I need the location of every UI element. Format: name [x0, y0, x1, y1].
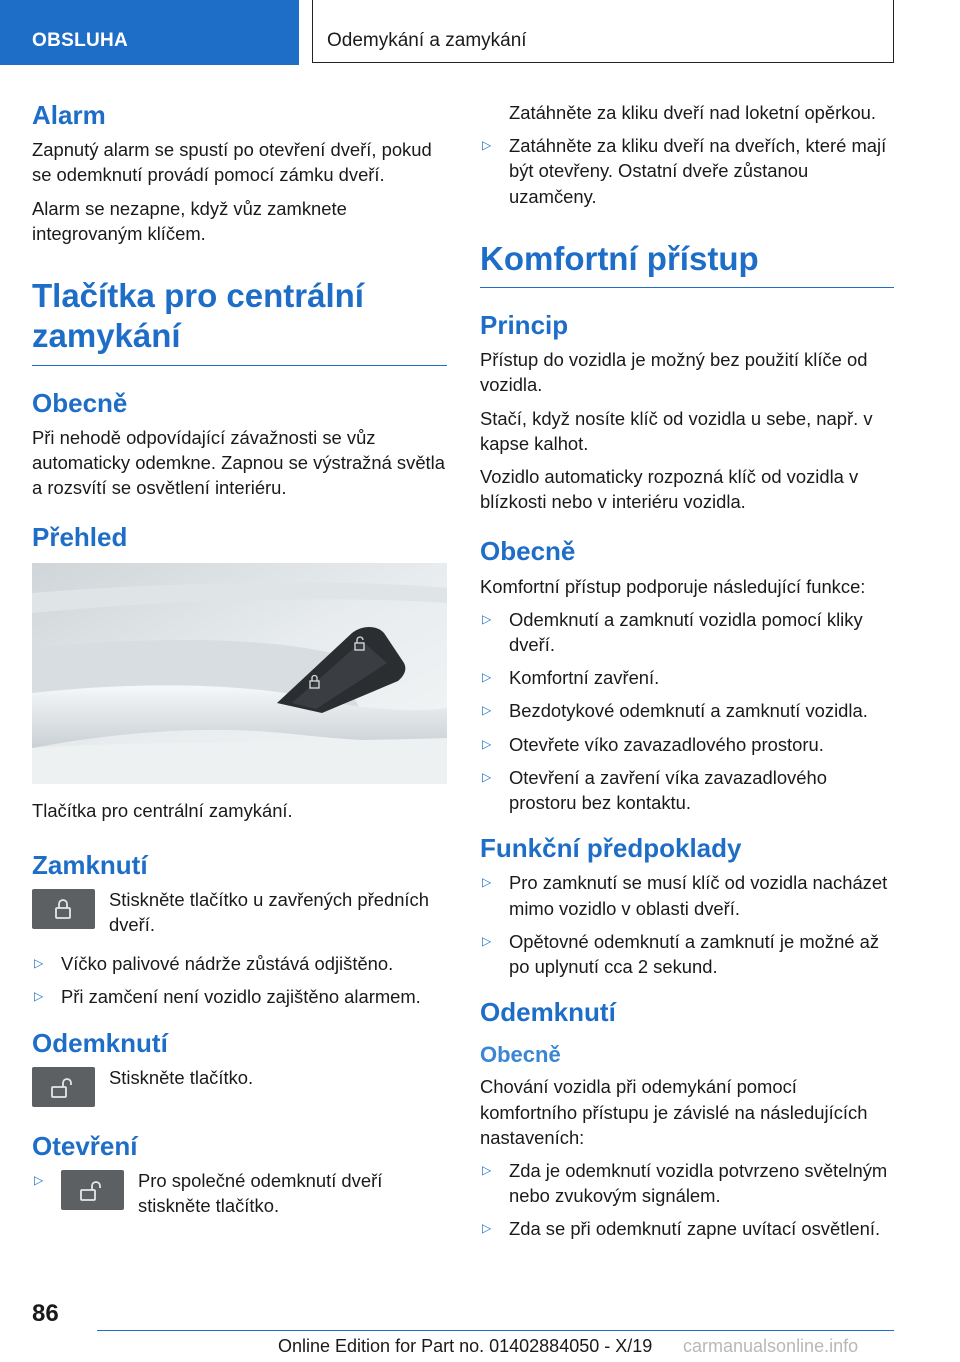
- central-locking-heading: Tlačítka pro centrální zamykání: [32, 276, 447, 366]
- lock-heading: Zamknutí: [32, 849, 148, 880]
- general-heading-right: Obecně: [480, 536, 576, 567]
- general-heading: Obecně: [32, 387, 128, 418]
- general-paragraph: Při nehodě odpovídající závažnosti se vůz automaticky odemkne. Zapnou se výstražná světla a rozsvítí se osvětlení interiéru.: [32, 426, 445, 499]
- list-item: ▷ Zda se při odemknutí zapne uvítací osvětlení.: [480, 1216, 894, 1241]
- unlock-settings-list: [480, 1158, 894, 1242]
- lock-list: [32, 951, 447, 1009]
- footer-divider: [97, 1330, 894, 1331]
- unlock-subheading: Obecně: [480, 1042, 561, 1068]
- list-item: ▷ Odemknutí a zamknutí vozidla pomocí kliky dveří.: [480, 607, 894, 657]
- open-instruction: [32, 1168, 447, 1218]
- lock-instruction: [32, 887, 447, 937]
- continued-text: Zatáhněte za kliku dveří nad loketní opěrkou.: [509, 102, 877, 123]
- unlock-button-icon: [61, 1170, 124, 1210]
- unlock-paragraph-right: Chování vozidla při odemykání pomocí komfortního přístupu je závislé na následujících nastaveních:: [480, 1076, 868, 1148]
- overview-heading: Přehled: [32, 522, 128, 553]
- lock-button-icon: [32, 889, 95, 929]
- unlock-instruction: [32, 1065, 447, 1107]
- list-item: ▷ Pro zamknutí se musí klíč od vozidla nacházet mimo vozidlo v oblasti dveří.: [480, 870, 894, 920]
- chapter-title: Odemykání a zamykání: [327, 30, 527, 51]
- general-paragraph-right: Komfortní přístup podporuje následující funkce:: [480, 575, 866, 597]
- principle-heading: Princip: [480, 310, 569, 341]
- unlock-paragraph: Stiskněte tlačítko.: [109, 1066, 254, 1088]
- principle-paragraph-3: Vozidlo automaticky rozpozná klíč od vozidla v blízkosti nebo v interiéru vozidla.: [480, 466, 859, 513]
- section-tab: [0, 0, 299, 65]
- requirements-list: [480, 870, 894, 979]
- open-paragraph: Pro společné odemknutí dveří stiskněte tlačítko.: [138, 1170, 383, 1217]
- features-list: [480, 607, 894, 815]
- list-item: ▷ Víčko palivové nádrže zůstává odjištěno.: [32, 951, 447, 976]
- principle-paragraph-2: Stačí, když nosíte klíč od vozidla u sebe, např. v kapse kalhot.: [480, 407, 873, 454]
- principle-paragraph-1: Přístup do vozidla je možný bez použití klíče od vozidla.: [480, 349, 868, 396]
- comfort-access-heading: Komfortní přístup: [480, 239, 894, 288]
- section-title: OBSLUHA: [32, 30, 129, 51]
- list-item: ▷ Bezdotykové odemknutí a zamknutí vozidla.: [480, 698, 894, 723]
- list-item: ▷ Otevření a zavření víka zavazadlového prostoru bez kontaktu.: [480, 765, 894, 815]
- open-heading: Otevření: [32, 1130, 138, 1161]
- page-number: 86: [32, 1300, 59, 1327]
- list-item: ▷ Otevřete víko zavazadlového prostoru.: [480, 732, 894, 757]
- list-item: ▷ Zda je odemknutí vozidla potvrzeno světelným nebo zvukovým signálem.: [480, 1158, 894, 1208]
- continued-list: [480, 133, 894, 209]
- left-column: [32, 100, 447, 1228]
- list-item: ▷ Zatáhněte za kliku dveří na dveřích, které mají být otevřeny. Ostatní dveře zůstanou uzamčeny.: [480, 133, 894, 209]
- unlock-heading: Odemknutí: [32, 1027, 168, 1058]
- right-column: [480, 100, 894, 1250]
- alarm-paragraph-2: Alarm se nezapne, když vůz zamknete integrovaným klíčem.: [32, 197, 347, 244]
- alarm-paragraph-1: Zapnutý alarm se spustí po otevření dveří, pokud se odemknutí provádí pomocí zámku dveří.: [32, 139, 432, 186]
- alarm-heading: Alarm: [32, 100, 106, 130]
- bullet-icon: ▷: [34, 1173, 44, 1188]
- unlock-heading-right: Odemknutí: [480, 997, 616, 1028]
- edition-text: Online Edition for Part no. 01402884050 - X/19: [278, 1336, 653, 1356]
- requirements-heading: Funkční předpoklady: [480, 833, 742, 864]
- door-buttons-photo: [32, 563, 447, 784]
- chapter-header: [312, 0, 894, 63]
- list-item: ▷ Opětovné odemknutí a zamknutí je možné až po uplynutí cca 2 sekund.: [480, 929, 894, 979]
- list-item: ▷ Při zamčení není vozidlo zajištěno alarmem.: [32, 984, 447, 1009]
- watermark: carmanualsonline.info: [683, 1336, 859, 1356]
- photo-caption: Tlačítka pro centrální zamykání.: [32, 800, 293, 822]
- unlock-button-icon: [32, 1067, 95, 1107]
- list-item: ▷ Komfortní zavření.: [480, 665, 894, 690]
- lock-paragraph: Stiskněte tlačítko u zavřených předních dveří.: [109, 888, 429, 936]
